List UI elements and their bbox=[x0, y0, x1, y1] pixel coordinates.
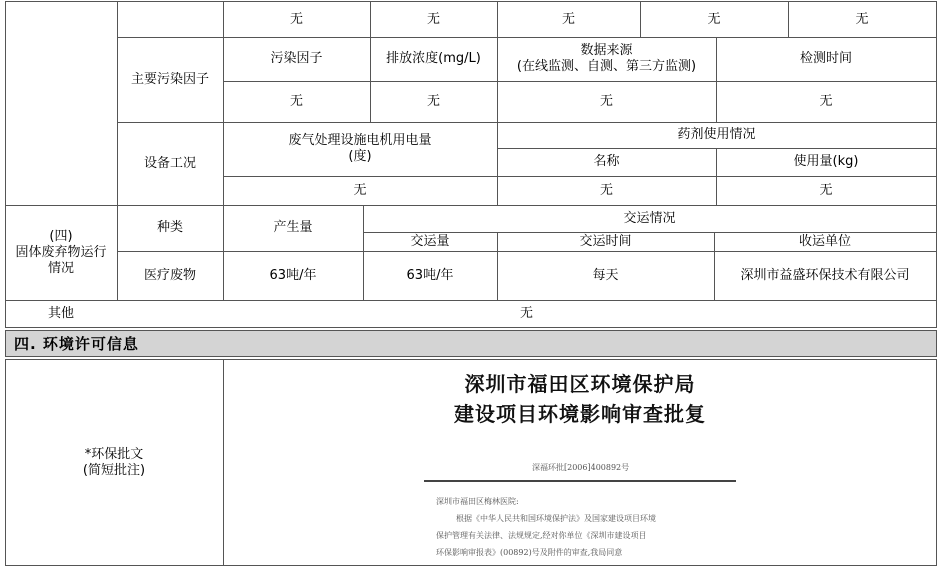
header-transfer-time: 交运时间 bbox=[579, 233, 632, 249]
value-test-time: 无 bbox=[819, 93, 833, 109]
other-value: 无 bbox=[519, 305, 533, 321]
doc-line: 保护管理有关法律、法规规定,经对你单位《深圳市建设项目 bbox=[436, 531, 647, 540]
doc-divider bbox=[424, 480, 736, 482]
cell-value: 无 bbox=[289, 11, 303, 27]
header-power bbox=[223, 122, 497, 176]
cell-value: 无 bbox=[561, 11, 575, 27]
doc-line: 深圳市福田区梅林医院: bbox=[436, 497, 519, 506]
pollutant-label: 主要污染因子 bbox=[130, 71, 209, 87]
header-factor: 污染因子 bbox=[270, 51, 323, 66]
section-header bbox=[5, 330, 937, 357]
doc-line: 环保影响审报表》(00892)号及附件的审查,我局同意 bbox=[436, 548, 623, 557]
cell-value: 无 bbox=[707, 11, 721, 27]
doc-line: 根据《中华人民共和国环境保护法》及国家建设项目环境 bbox=[456, 514, 656, 523]
value-output: 63吨/年 bbox=[269, 267, 317, 283]
header-reagent-usage: 使用量(kg) bbox=[793, 154, 859, 169]
header-power-line2: (度) bbox=[348, 149, 372, 164]
value-data-source: 无 bbox=[599, 93, 613, 109]
doc-title-line2: 建设项目环境影响审查批复 bbox=[454, 402, 706, 426]
value-reagent-name: 无 bbox=[599, 182, 613, 198]
permit-label-line1: *环保批文 bbox=[84, 446, 144, 462]
header-data-source bbox=[497, 37, 716, 81]
value-power: 无 bbox=[353, 182, 367, 198]
header-concentration: 排放浓度(mg/L) bbox=[386, 51, 481, 66]
value-concentration: 无 bbox=[426, 93, 440, 109]
section-title: 四. 环境许可信息 bbox=[14, 335, 139, 353]
permit-label bbox=[5, 360, 223, 565]
equipment-label: 设备工况 bbox=[143, 155, 196, 171]
value-transfer-time: 每天 bbox=[592, 267, 619, 283]
header-power-line1: 废气处理设施电机用电量 bbox=[288, 133, 432, 148]
permit-document-image bbox=[224, 360, 936, 566]
value-transfer-amount: 63吨/年 bbox=[406, 267, 454, 283]
other-label: 其他 bbox=[47, 305, 74, 321]
header-collector: 收运单位 bbox=[798, 233, 851, 249]
header-transfer: 交运情况 bbox=[623, 210, 676, 226]
header-output: 产生量 bbox=[273, 220, 313, 235]
header-transfer-amount: 交运量 bbox=[410, 233, 450, 249]
header-data-source-line2: (在线监测、自测、第三方监测) bbox=[516, 59, 697, 74]
header-reagent-name: 名称 bbox=[593, 154, 620, 169]
value-reagent-usage: 无 bbox=[819, 182, 833, 198]
value-type: 医疗废物 bbox=[143, 267, 196, 283]
header-test-time: 检测时间 bbox=[799, 51, 852, 66]
header-data-source-line1: 数据来源 bbox=[580, 43, 633, 58]
value-factor: 无 bbox=[289, 93, 303, 109]
doc-number: 深福环批[2006]400892号 bbox=[532, 463, 630, 472]
solid-waste-section-line3: 情况 bbox=[47, 260, 74, 276]
header-type: 种类 bbox=[156, 220, 183, 235]
solid-waste-section-label bbox=[5, 205, 117, 300]
doc-title-line1: 深圳市福田区环境保护局 bbox=[464, 372, 696, 396]
solid-waste-section-line2: 固体废弃物运行 bbox=[15, 244, 107, 260]
cell-value: 无 bbox=[855, 11, 869, 27]
header-reagent: 药剂使用情况 bbox=[677, 127, 756, 142]
cell-value: 无 bbox=[426, 11, 440, 27]
solid-waste-section-line1: (四) bbox=[49, 228, 73, 244]
value-collector: 深圳市益盛环保技术有限公司 bbox=[740, 267, 910, 283]
permit-label-line2: (简短批注) bbox=[82, 462, 146, 478]
